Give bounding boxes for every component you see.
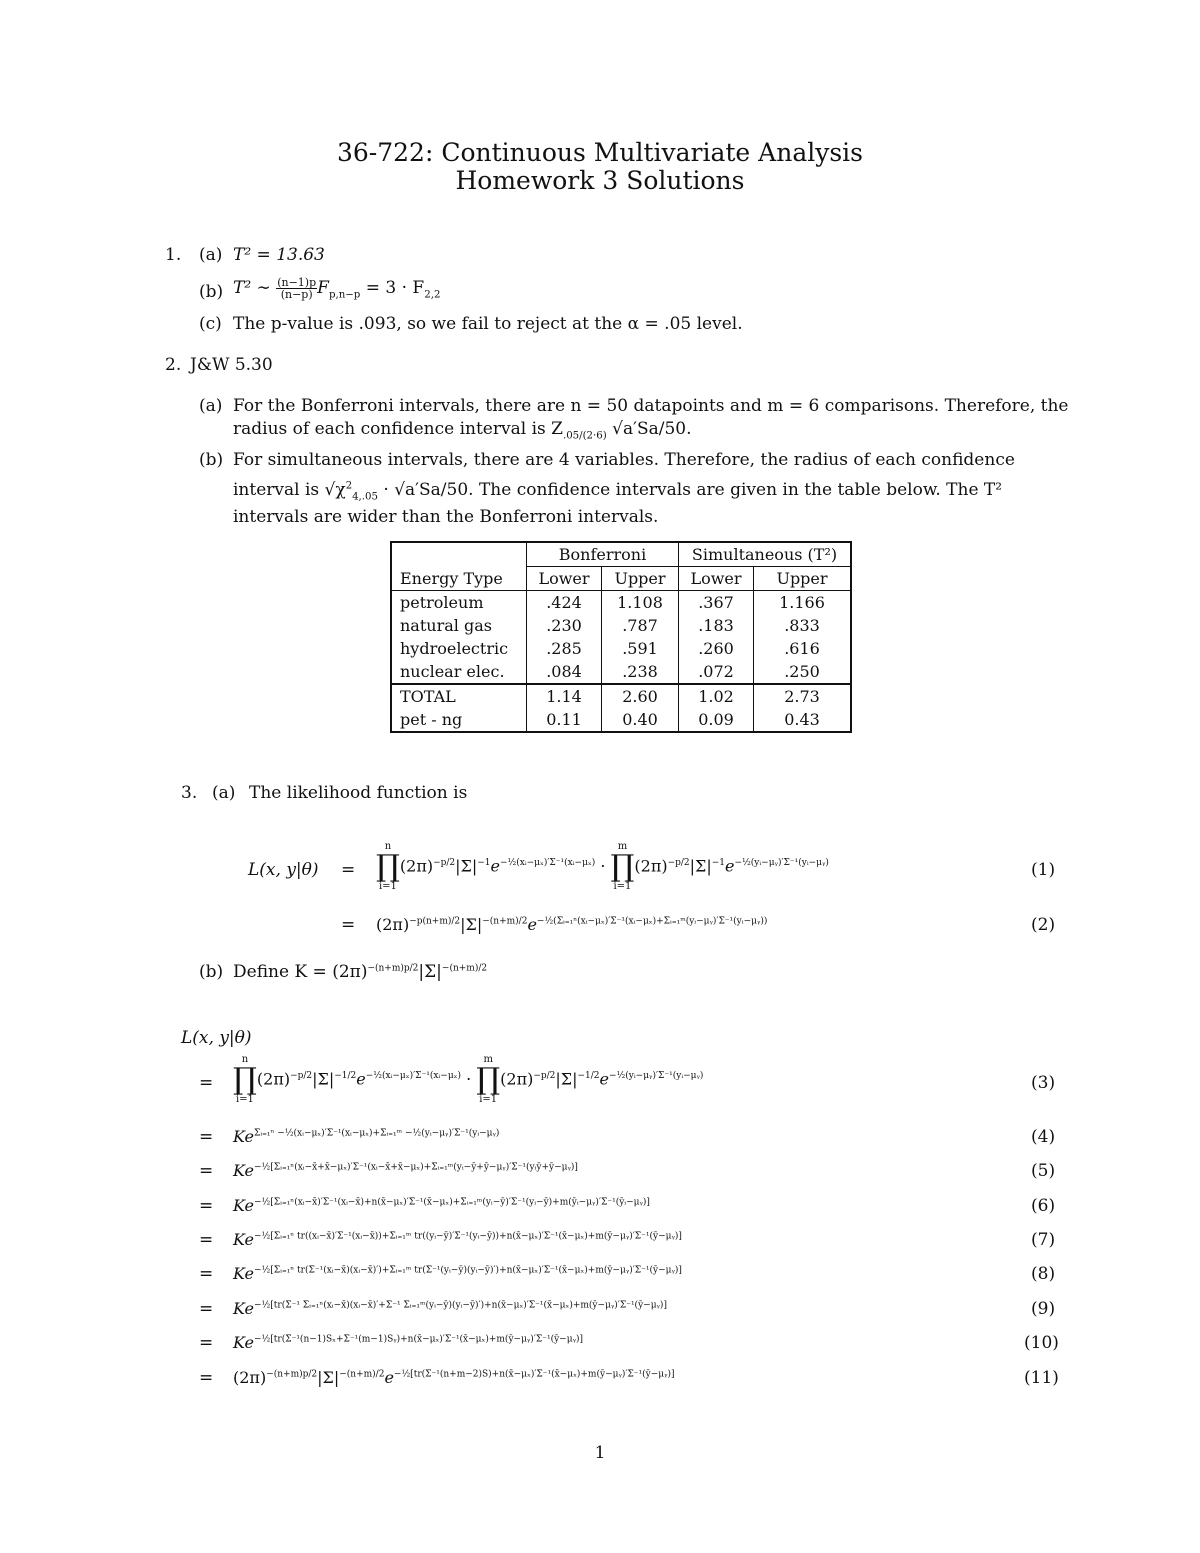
eq3-equals: = [199,1073,214,1093]
table-header-row [391,567,851,591]
q1a-label: (a) [199,245,223,265]
q2b-line2-pre: interval is √χ [233,480,346,500]
table-cell: 2.73 [754,684,852,708]
q3b-label: (b) [199,962,224,982]
table-cell: 0.09 [679,708,754,732]
table-cell: .072 [679,660,754,684]
table-cell: .616 [754,637,852,660]
eq9-rhs: $Ke^{-\frac{1}{2}[tr(\Sigma^{-1} \Sigma ᵢ_{=1}^n(xᵢ-x̄)(xᵢ-x̄)'+\Sigma^{-1} \Sigma ᵢ_{=1}ᵐ(yᵢ-ȳ)(yᵢ-ȳ)')+n(x̄-\mu_x)'\Sigma^{-1}(x̄-\mu_x)+m(ȳ-\mu ᵧ)'\Sigma^{-1}(ȳ-\mu ᵧ)]}$ [233,1299,667,1318]
table-group-header-row [391,542,851,567]
table-cell: 1.108 [602,591,679,615]
eq4-rhs: $Ke^{\Sigma ᵢ_{=1}^n -\frac{1}{2}(xᵢ-\mu_x)'\Sigma^{-1}(xᵢ-\mu_x)+\Sigma ᵢ_{=1}ᵐ -\frac{1}{2}(yᵢ-\mu ᵧ)'\Sigma^{-1}(yᵢ-\mu ᵧ)}$ [233,1127,500,1146]
eq5-label: (5) [1031,1161,1056,1181]
table-cell: 2.60 [602,684,679,708]
eq10-label: (10) [1024,1333,1059,1353]
q2b-line2-sub: 4,.05 [352,491,378,503]
table-cell: .367 [679,591,754,615]
table-cell: TOTAL [391,684,527,708]
eq2-rhs: $(2\pi)^{-p(n+m)/2}|\Sigma|^{-(n+m)/2}e^{-\frac{1}{2}(\Sigma ᵢ_{=1}^n(xᵢ-\mu_x)'\Sigma^{-1}(xᵢ-\mu_x)+\Sigma ᵢ_{=1}ᵐ(yᵢ-\mu ᵧ)'\Sigma^{-1}(yᵢ-\mu ᵧ))}$ [376,915,768,934]
table-cell: 0.11 [527,708,602,732]
table-row [391,614,851,637]
page-subtitle: Homework 3 Solutions [455,166,745,195]
q1b-formula [233,277,440,300]
table-cell: .424 [527,591,602,615]
table-cell: .591 [602,637,679,660]
table-cell: natural gas [400,616,492,635]
eq6-rhs: $Ke^{-\frac{1}{2}[\Sigma ᵢ_{=1}^n(xᵢ-x̄)'\Sigma^{-1}(xᵢ-x̄)+n(x̄-\mu_x)'\Sigma^{-1}(x̄-\mu_x)+\Sigma ᵢ_{=1}ᵐ(yᵢ-ȳ)'\Sigma^{-1}(yᵢ-ȳ)+m(ȳᵢ-\mu ᵧ)'\Sigma^{-1}(ȳᵢ-\mu ᵧ)]}$ [233,1196,650,1215]
deriv-lhs: L(x, y|θ) [181,1028,252,1048]
q1b-sub: p,n−p [328,289,361,301]
q3a-label: (a) [212,783,236,803]
table-cell: petroleum [400,593,484,612]
table-group-header: Bonferroni [527,542,679,567]
q2a-line2-sub: .05/(2·6) [562,430,607,442]
table-cell: .183 [679,614,754,637]
eq1-rhs: n ∏ i=1 $(2\pi)^{-p/2}|\Sigma|^{-1}e^{-\frac{1}{2}(xᵢ-\mu_x)'\Sigma^{-1}(xᵢ-\mu_x)}$ · m ∏ i=1 $(2\pi)^{-p/2}|\Sigma|^{-1}e^{-\frac{1}{2}(yᵢ-\mu ᵧ)'\Sigma^{-1}(yᵢ-\mu ᵧ)}$ [376,841,829,892]
eq11-label: (11) [1024,1368,1059,1388]
eq11-equals: = [199,1368,214,1388]
page-title: 36-722: Continuous Multivariate Analysis [336,138,864,167]
q2b-label: (b) [199,450,224,470]
eq1-equals: = [341,860,356,880]
table-cell: nuclear elec. [400,662,505,681]
q1c-text: The p-value is .093, so we fail to reject at the α = .05 level. [233,314,743,334]
table-cell: .285 [527,637,602,660]
eq1-lhs: L(x, y|θ) [248,860,319,880]
table-cell: .238 [602,660,679,684]
q2b-line3: intervals are wider than the Bonferroni intervals. [233,507,659,527]
table-row [391,708,851,732]
table-row [391,591,851,615]
eq8-rhs: $Ke^{-\frac{1}{2}[\Sigma ᵢ_{=1}^n tr(\Sigma^{-1}(xᵢ-x̄)(xᵢ-x̄)')+\Sigma ᵢ_{=1}ᵐ tr(\Sigma^{-1}(yᵢ-ȳ)(yᵢ-ȳ)')+n(x̄-\mu_x)'\Sigma^{-1}(x̄-\mu_x)+m(ȳ-\mu ᵧ)'\Sigma^{-1}(ȳ-\mu ᵧ)]}$ [233,1264,682,1283]
q2a-line1: For the Bonferroni intervals, there are n = 50 datapoints and m = 6 comparisons. Therefore, the [233,396,1069,416]
q1b-frac-den: (n−p) [280,288,313,301]
q1b-fraction [276,277,317,300]
q3b-text: Define $K = (2\pi)^{-(n+m)p/2}|\Sigma|^{-(n+m)/2}$ [233,962,488,982]
table-cell: .787 [602,614,679,637]
table-row [391,660,851,684]
q2-number: 2. [165,355,182,375]
q3-number: 3. [181,783,198,803]
table-cell: .230 [527,614,602,637]
eq9-equals: = [199,1299,214,1319]
table-column-header: Lower [679,567,754,591]
table-cell: 0.40 [602,708,679,732]
q1b-sub2: 2,2 [424,289,441,301]
eq10-rhs: $Ke^{-\frac{1}{2}[tr(\Sigma^{-1}(n-1)S_x+\Sigma^{-1}(m-1)Sᵧ)+n(x̄-\mu_x)'\Sigma^{-1}(x̄-\mu_x)+m(ȳ-\mu ᵧ)'\Sigma^{-1}(ȳ-\mu ᵧ)]}$ [233,1333,583,1352]
eq4-equals: = [199,1127,214,1147]
product-symbol: m ∏ i=1 [476,1054,501,1105]
q1c-label: (c) [199,314,222,334]
table-cell: pet - ng [400,710,463,729]
eq6-label: (6) [1031,1196,1056,1216]
q3a-text: The likelihood function is [249,783,468,803]
q2-heading: J&W 5.30 [190,355,273,375]
table-column-header: Energy Type [391,567,527,591]
table-cell: 1.166 [754,591,852,615]
eq5-equals: = [199,1161,214,1181]
eq5-rhs: $Ke^{-\frac{1}{2}[\Sigma ᵢ_{=1}^n(xᵢ-x̄+x̄-\mu_x)'\Sigma^{-1}(xᵢ-x̄+x̄-\mu_x)+\Sigma ᵢ_{=1}ᵐ(yᵢ-ȳ+ȳ-\mu ᵧ)'\Sigma^{-1}(yᵢȳ+ȳ-\mu ᵧ)]}$ [233,1161,578,1180]
q1b-f: F [317,278,329,298]
q1-number: 1. [165,245,182,265]
eq6-equals: = [199,1196,214,1216]
eq1-label: (1) [1031,860,1056,880]
page-number: 1 [594,1443,606,1463]
table-cell: 1.14 [527,684,602,708]
product-symbol: m ∏ i=1 [610,841,635,892]
eq4-label: (4) [1031,1127,1056,1147]
q2a-label: (a) [199,396,223,416]
eq11-rhs: $(2\pi)^{-(n+m)p/2}|\Sigma|^{-(n+m)/2}e^{-\frac{1}{2}[tr(\Sigma^{-1}(n+m-2)S)+n(x̄-\mu_x)'\Sigma^{-1}(x̄-\mu_x)+m(ȳ-\mu ᵧ)'\Sigma^{-1}(ȳ-\mu ᵧ)]}$ [233,1368,675,1387]
table-cell: .833 [754,614,852,637]
table-row [391,637,851,660]
table-cell: .084 [527,660,602,684]
table-column-header: Lower [527,567,602,591]
q1a-text: T² = 13.63 [233,245,325,265]
table-row [391,684,851,708]
eq8-label: (8) [1031,1264,1056,1284]
confidence-interval-table [390,541,852,733]
q1b-lhs: T² ∼ [233,278,271,298]
q2a-line2-pre: radius of each confidence interval is Z [233,419,563,439]
table-empty-cell [391,542,527,567]
table-group-header: Simultaneous (T²) [679,542,852,567]
eq9-label: (9) [1031,1299,1056,1319]
q2b-line2: interval is $√\chi^2_{4,.05} \cdot √a'Sa/50$. The confidence intervals are given in the table below. The T² [233,480,1003,503]
eq2-label: (2) [1031,915,1056,935]
table-cell: 1.02 [679,684,754,708]
q1b-tail: = 3 · F [360,278,425,298]
table-column-header: Upper [602,567,679,591]
product-symbol: n ∏ i=1 [376,841,400,892]
table-cell: .260 [679,637,754,660]
product-symbol: n ∏ i=1 [233,1054,257,1105]
table-cell: .250 [754,660,852,684]
eq3-rhs: n ∏ i=1 $(2\pi)^{-p/2}|\Sigma|^{-1/2}e^{-\frac{1}{2}(xᵢ-\mu_x)'\Sigma^{-1}(xᵢ-\mu_x)}$ · m ∏ i=1 $(2\pi)^{-p/2}|\Sigma|^{-1/2}e^{-\frac{1}{2}(yᵢ-\mu ᵧ)'\Sigma^{-1}(yᵢ-\mu ᵧ)}$ [233,1054,704,1105]
q2b-line2-post: · √a′Sa/50. The confidence intervals are given in the table below. The T² [377,480,1003,500]
eq3-label: (3) [1031,1073,1056,1093]
eq7-equals: = [199,1230,214,1250]
eq7-label: (7) [1031,1230,1056,1250]
table-cell: 0.43 [754,708,852,732]
eq7-rhs: $Ke^{-\frac{1}{2}[\Sigma ᵢ_{=1}^n tr((xᵢ-x̄)'\Sigma^{-1}(xᵢ-x̄))+\Sigma ᵢ_{=1}ᵐ tr((yᵢ-ȳ)'\Sigma^{-1}(yᵢ-ȳ))+n(x̄-\mu_x)'\Sigma^{-1}(x̄-\mu_x)+m(ȳ-\mu ᵧ)'\Sigma^{-1}(ȳ-\mu ᵧ)]}$ [233,1230,682,1249]
q2a-line2-post: √a′Sa/50. [606,419,692,439]
q1b-label: (b) [199,282,224,302]
q2a-line2 [233,419,692,442]
table-cell: hydroelectric [400,639,509,658]
eq2-equals: = [341,915,356,935]
q2b-line1: For simultaneous intervals, there are 4 variables. Therefore, the radius of each confidence [233,450,1015,470]
q1b-frac-num: (n−1)p [277,276,317,289]
eq8-equals: = [199,1264,214,1284]
eq10-equals: = [199,1333,214,1353]
table-column-header: Upper [754,567,852,591]
